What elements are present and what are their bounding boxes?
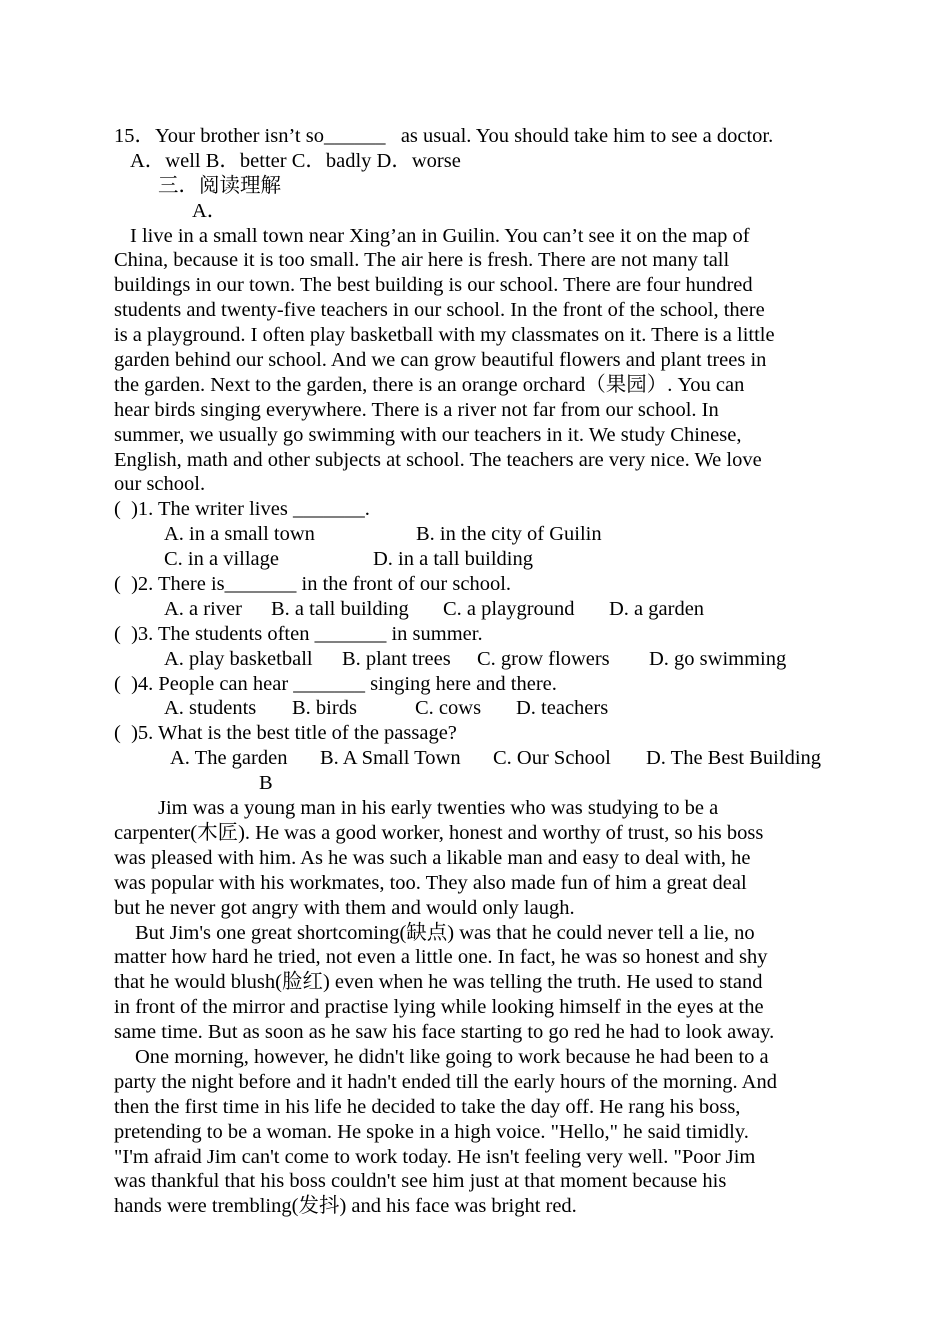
question-15-options: A．well B．better C．badly D．worse xyxy=(130,149,461,172)
passage-b-label: B xyxy=(259,772,273,795)
passage-b-line: then the first time in his life he decided to take the day off. He rang his boss, xyxy=(114,1095,741,1118)
passage-b-line: party the night before and it hadn't ended till the early hours of the morning. And xyxy=(114,1070,777,1093)
passage-b-line: that he would blush(脸红) even when he was telling the truth. He used to stand xyxy=(114,971,763,994)
passage-b-line: Jim was a young man in his early twenties who was studying to be a xyxy=(158,797,719,820)
document-page xyxy=(114,124,854,1219)
option-b: B. in the city of Guilin xyxy=(416,523,602,546)
question-3-options xyxy=(114,647,854,672)
option-b: B. birds xyxy=(292,697,357,720)
option-b: B. a tall building xyxy=(271,597,409,620)
passage-a-line: hear birds singing everywhere. There is a river not far from our school. In xyxy=(114,398,719,421)
option-d: D. a garden xyxy=(609,597,705,620)
section-title: 三．阅读理解 xyxy=(158,174,281,197)
option-a: A. students xyxy=(164,697,257,720)
passage-b-line: but he never got angry with them and would only laugh. xyxy=(114,896,575,919)
option-a: A. The garden xyxy=(170,747,288,770)
passage-a-line: garden behind our school. And we can grow beautiful flowers and plant trees in xyxy=(114,349,767,372)
passage-b-line: was pleased with him. As he was such a likable man and easy to deal with, he xyxy=(114,846,751,869)
question-15-stem: 15．Your brother isn’t so______ as usual. You should take him to see a doctor. xyxy=(114,125,774,147)
question-4-stem: ( )4. People can hear _______ singing here and there. xyxy=(114,672,557,695)
passage-a-line: China, because it is too small. The air here is fresh. There are not many tall xyxy=(114,249,730,272)
passage-b-line: One morning, however, he didn't like going to work because he had been to a xyxy=(135,1045,769,1068)
question-1-options-row-2 xyxy=(114,547,854,572)
option-b: B. A Small Town xyxy=(320,747,461,770)
option-d: D. The Best Building xyxy=(646,747,822,770)
question-4-options xyxy=(114,696,854,721)
option-a: A. play basketball xyxy=(164,647,313,670)
passage-b-line: hands were trembling(发抖) and his face was bright red. xyxy=(114,1195,577,1218)
question-1-options-row-1 xyxy=(114,522,854,547)
question-1-stem: ( )1. The writer lives _______. xyxy=(114,498,370,521)
passage-a-line: our school. xyxy=(114,473,206,496)
option-b: B. plant trees xyxy=(342,647,451,670)
passage-a-line: is a playground. I often play basketball with my classmates on it. There is a little xyxy=(114,324,775,347)
option-d: D. in a tall building xyxy=(373,548,533,571)
passage-b-line: same time. But as soon as he saw his face starting to go red he had to look away. xyxy=(114,1021,775,1044)
passage-b-line: "I'm afraid Jim can't come to work today. He isn't feeling very well. "Poor Jim xyxy=(114,1145,756,1168)
question-5-options xyxy=(114,746,854,771)
question-2-stem: ( )2. There is_______ in the front of our school. xyxy=(114,573,512,596)
option-d: D. go swimming xyxy=(649,647,787,670)
question-5-stem: ( )5. What is the best title of the passage? xyxy=(114,722,457,745)
passage-b-line: matter how hard he tried, not even a little one. In fact, he was so honest and shy xyxy=(114,946,768,969)
option-c: C. cows xyxy=(415,697,482,720)
passage-a-line: students and twenty-five teachers in our school. In the front of the school, there xyxy=(114,299,765,322)
passage-a-line: summer, we usually go swimming with our teachers in it. We study Chinese, xyxy=(114,423,742,446)
passage-b-line: was thankful that his boss couldn't see him just at that moment because his xyxy=(114,1170,727,1193)
passage-a-line: buildings in our town. The best building is our school. There are four hundred xyxy=(114,274,753,297)
option-a: A. in a small town xyxy=(164,523,315,546)
passage-a-label: A． xyxy=(192,199,228,222)
passage-a-line: the garden. Next to the garden, there is an orange orchard（果园）. You can xyxy=(114,373,745,396)
question-3-stem: ( )3. The students often _______ in summer. xyxy=(114,622,483,645)
option-c: C. in a village xyxy=(164,548,280,571)
passage-b-line: pretending to be a woman. He spoke in a high voice. "Hello," he said timidly. xyxy=(114,1120,749,1143)
option-c: C. a playground xyxy=(443,597,575,620)
option-c: C. grow flowers xyxy=(477,647,610,670)
passage-b-line: But Jim's one great shortcoming(缺点) was that he could never tell a lie, no xyxy=(135,921,755,944)
passage-b-line: was popular with his workmates, too. They also made fun of him a great deal xyxy=(114,871,747,894)
option-a: A. a river xyxy=(164,597,242,620)
passage-b-line: carpenter(木匠). He was a good worker, honest and worthy of trust, so his boss xyxy=(114,821,764,844)
passage-b-line: in front of the mirror and practise lying while looking himself in the eyes at the xyxy=(114,996,764,1019)
passage-a-line: English, math and other subjects at school. The teachers are very nice. We love xyxy=(114,448,762,471)
option-d: D. teachers xyxy=(516,697,609,720)
question-2-options xyxy=(114,597,854,622)
passage-a-line: I live in a small town near Xing’an in Guilin. You can’t see it on the map of xyxy=(130,224,750,247)
option-c: C. Our School xyxy=(493,747,611,770)
